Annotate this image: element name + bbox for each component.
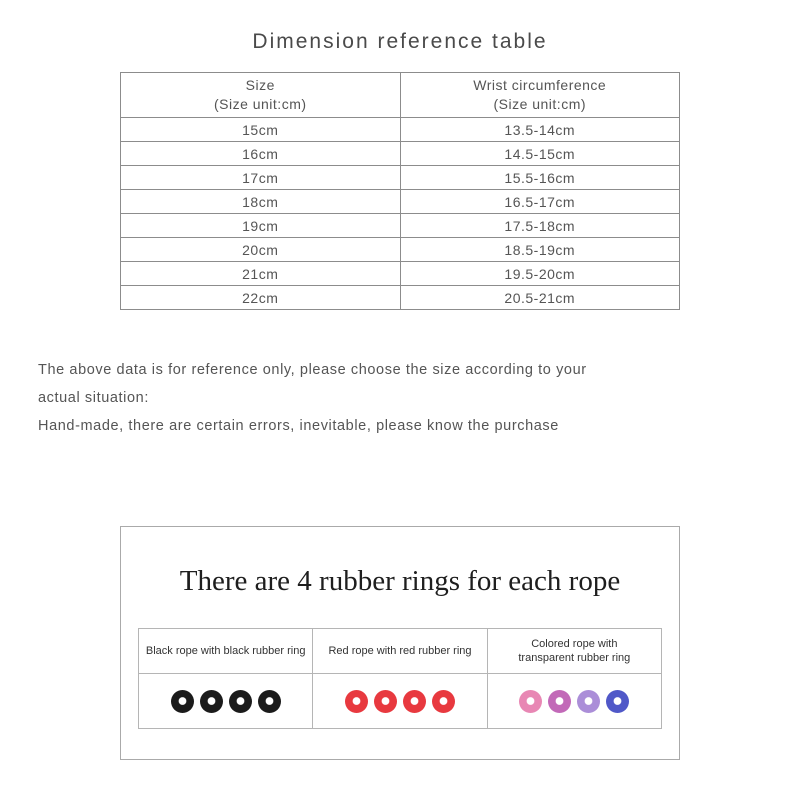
rubber-ring (200, 690, 223, 713)
ring-swatches (313, 674, 487, 729)
table-cell: 19.5-20cm (400, 262, 680, 286)
wrist-header-line2: (Size unit:cm) (493, 96, 587, 112)
rubber-ring (258, 690, 281, 713)
notes-line: actual situation: (38, 390, 149, 406)
rubber-ring (432, 690, 455, 713)
rubber-rings-box (120, 526, 680, 760)
table-row (121, 166, 680, 190)
notes-text (38, 356, 762, 440)
rings-table (138, 628, 662, 729)
rubber-ring (606, 690, 629, 713)
ring-swatches (139, 674, 313, 729)
rubber-ring (171, 690, 194, 713)
rubber-ring (577, 690, 600, 713)
size-reference-table (120, 72, 680, 310)
table-cell: 16.5-17cm (400, 190, 680, 214)
table-row (121, 262, 680, 286)
ring-column (139, 629, 313, 674)
table-cell: 19cm (121, 214, 401, 238)
size-table-head (121, 73, 680, 118)
ring-column-label: Black rope with black rubber ring (145, 645, 306, 657)
rings-box-title: There are 4 rubber rings for each rope (179, 565, 621, 597)
ring-column (487, 629, 661, 674)
rubber-ring (229, 690, 252, 713)
ring-swatches (487, 674, 661, 729)
table-cell: 20cm (121, 238, 401, 262)
table-cell: 15cm (121, 118, 401, 142)
size-table-body (121, 118, 680, 310)
table-row (121, 286, 680, 310)
table-cell: 16cm (121, 142, 401, 166)
table-header-row (121, 73, 680, 118)
table-cell: 15.5-16cm (400, 166, 680, 190)
table-row (121, 142, 680, 166)
ring-column-label: Red rope with red rubber ring (328, 645, 472, 657)
table-cell: 20.5-21cm (400, 286, 680, 310)
rubber-ring (548, 690, 571, 713)
size-column-header (121, 73, 401, 118)
table-cell: 14.5-15cm (400, 142, 680, 166)
size-header-line1: Size (245, 77, 275, 93)
rubber-ring (374, 690, 397, 713)
table-row (121, 238, 680, 262)
rubber-ring (345, 690, 368, 713)
table-cell: 17cm (121, 166, 401, 190)
rubber-ring (403, 690, 426, 713)
table-cell: 18.5-19cm (400, 238, 680, 262)
table-cell: 17.5-18cm (400, 214, 680, 238)
ring-column-label: Colored rope with transparent rubber ring (518, 638, 631, 664)
rubber-ring (519, 690, 542, 713)
rings-label-row (139, 629, 662, 674)
ring-column (313, 629, 487, 674)
notes-line: The above data is for reference only, please choose the size according to your (38, 362, 587, 378)
size-header-line2: (Size unit:cm) (213, 96, 307, 112)
table-cell: 18cm (121, 190, 401, 214)
table-cell: 21cm (121, 262, 401, 286)
wrist-header-line1: Wrist circumference (473, 77, 607, 93)
table-cell: 13.5-14cm (400, 118, 680, 142)
notes-line: Hand-made, there are certain errors, inevitable, please know the purchase (38, 418, 559, 434)
table-row (121, 214, 680, 238)
table-row (121, 118, 680, 142)
table-cell: 22cm (121, 286, 401, 310)
wrist-column-header (400, 73, 680, 118)
rings-swatch-row (139, 674, 662, 729)
table-row (121, 190, 680, 214)
page-title: Dimension reference table (252, 30, 548, 53)
